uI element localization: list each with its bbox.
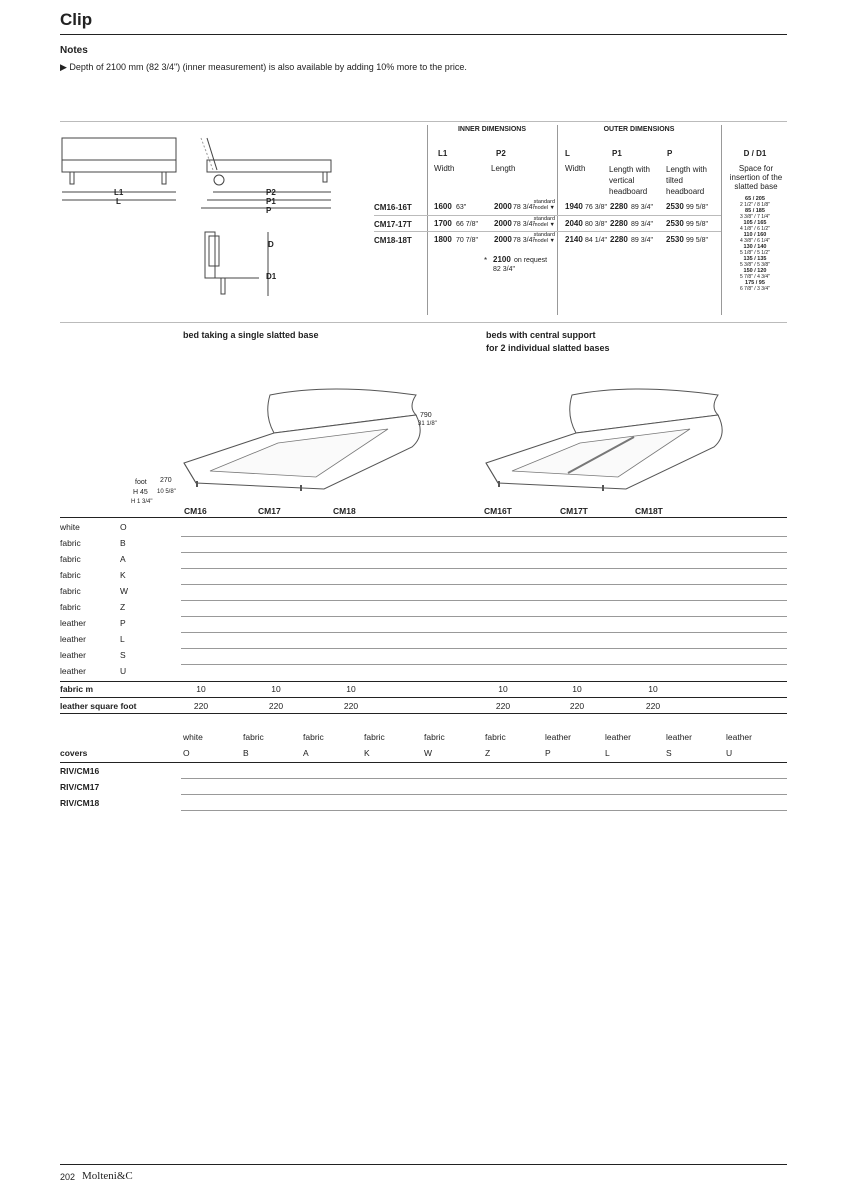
- cover-col-code: A: [303, 748, 309, 758]
- row-l1-in: 66 7/8": [456, 221, 478, 228]
- price-row-label: fabric: [60, 538, 81, 548]
- cover-col-label: white: [183, 732, 203, 742]
- d-value-mm: 130 / 140: [743, 244, 767, 250]
- row-l1: 1600: [434, 202, 452, 211]
- col-l-code: L: [565, 149, 570, 158]
- d-value-mm: 105 / 165: [743, 220, 767, 226]
- col-p2-label: Length: [491, 164, 516, 173]
- price-row-label: fabric: [60, 602, 81, 612]
- price-row-line: [181, 568, 787, 569]
- model-cm18: CM18: [333, 506, 356, 516]
- row-p: 2530: [666, 202, 684, 211]
- fabric-m-value: 10: [572, 684, 582, 694]
- row-p2-in: 78 3/4": [513, 221, 535, 228]
- cover-col-code: L: [605, 748, 610, 758]
- row-l: 2140: [565, 235, 583, 244]
- price-row-label: fabric: [60, 570, 81, 580]
- leather-value: 220: [193, 701, 209, 711]
- col-p2-code: P2: [496, 149, 506, 158]
- height-value: 790: [420, 412, 432, 419]
- cover-col-label: fabric: [424, 732, 445, 742]
- price-row-label: leather: [60, 634, 86, 644]
- cover-col-label: fabric: [364, 732, 385, 742]
- col-d-code: D / D1: [743, 149, 767, 158]
- price-row-label: fabric: [60, 586, 81, 596]
- cover-col-label: fabric: [243, 732, 264, 742]
- row-p1-in: 89 3/4": [631, 221, 653, 228]
- price-row-code: A: [120, 554, 126, 564]
- leather-label: leather square foot: [60, 701, 137, 711]
- row-l1: 1800: [434, 235, 452, 244]
- d-value-in: 5 1/8" / 5 1/2": [740, 250, 770, 256]
- row-p2: 2000: [494, 235, 512, 244]
- on-request-star: *: [484, 256, 488, 265]
- col-p1-label: Length with vertical headboard: [609, 165, 650, 196]
- brand-name: Molteni&C: [82, 1170, 133, 1182]
- price-row-code: U: [120, 666, 127, 676]
- fabric-m-value: 10: [196, 684, 206, 694]
- row-l1-in: 70 7/8": [456, 237, 478, 244]
- row-p1: 2280: [610, 202, 628, 211]
- col-p-code: P: [667, 149, 673, 158]
- label-p1: P1: [266, 197, 276, 206]
- price-row-label: leather: [60, 618, 86, 628]
- notes-text: ▶ Depth of 2100 mm (82 3/4") (inner measurement) is also available by adding 10% more to the price.: [60, 62, 467, 72]
- label-l: L: [116, 197, 121, 206]
- price-row-label: leather: [60, 666, 86, 676]
- row-std: standard model ▼: [533, 232, 555, 244]
- price-row-label: fabric: [60, 554, 81, 564]
- price-row-line: [181, 584, 787, 585]
- on-request-label: on request: [514, 257, 548, 264]
- fabric-m-rule: [60, 681, 787, 682]
- d-value-in: 5 7/8" / 4 3/4": [740, 274, 770, 280]
- on-request-inches: 82 3/4": [493, 266, 515, 273]
- d-value-in: 2 1/2" / 8 1/8": [740, 202, 770, 208]
- price-row-line: [181, 552, 787, 553]
- cover-col-code: O: [183, 748, 190, 758]
- foot-h1: H 1 3/4": [131, 499, 153, 505]
- row-p2: 2000: [494, 202, 512, 211]
- d-value-in: 3 3/8" / 7 1/4": [740, 214, 770, 220]
- dims-divider-1: [427, 125, 428, 315]
- price-row-label: white: [60, 522, 80, 532]
- price-row-code: Z: [120, 602, 126, 612]
- price-row-code: S: [120, 650, 126, 660]
- inner-dim-heading: INNER DIMENSIONS: [457, 126, 527, 133]
- label-p: P: [266, 206, 272, 215]
- price-row-line: [181, 648, 787, 649]
- d-value-mm: 150 / 120: [743, 268, 767, 274]
- row-p2: 2000: [494, 219, 512, 228]
- row-l-in: 84 1/4": [585, 237, 607, 244]
- fabric-m-value: 10: [271, 684, 281, 694]
- page-number: 202: [60, 1172, 76, 1182]
- right-caption-2: for 2 individual slatted bases: [486, 343, 610, 353]
- dims-bottom-rule: [60, 322, 787, 323]
- fabric-m-value: 10: [346, 684, 356, 694]
- header-rule: [60, 34, 787, 35]
- price-row-code: O: [120, 522, 127, 532]
- cover-col-label: leather: [545, 732, 571, 742]
- outer-dim-heading: OUTER DIMENSIONS: [603, 126, 675, 133]
- col-l1-code: L1: [438, 149, 448, 158]
- col-p-label: Length with tilted headboard: [666, 165, 707, 196]
- price-row-code: L: [120, 634, 125, 644]
- cover-col-code: P: [545, 748, 551, 758]
- price-row-label: leather: [60, 650, 86, 660]
- dims-divider-2: [557, 125, 558, 315]
- cover-col-label: fabric: [485, 732, 506, 742]
- d-value-in: 5 3/8" / 5 3/8": [740, 262, 770, 268]
- cover-row-line: [181, 794, 787, 795]
- leather-value: 220: [495, 701, 511, 711]
- leather-rule: [60, 697, 787, 698]
- leather-value: 220: [645, 701, 661, 711]
- row-model: CM18-18T: [374, 236, 412, 245]
- cover-col-label: leather: [605, 732, 631, 742]
- cover-row-label: RIV/CM18: [60, 798, 100, 808]
- col-p1-code: P1: [612, 149, 622, 158]
- row-std: standard model ▼: [533, 216, 555, 228]
- model-cm18t: CM18T: [635, 506, 663, 516]
- price-row-code: B: [120, 538, 126, 548]
- leather-value: 220: [343, 701, 359, 711]
- cover-row-label: RIV/CM17: [60, 782, 100, 792]
- right-caption-1: beds with central support: [486, 330, 596, 340]
- row-p: 2530: [666, 235, 684, 244]
- price-row-line: [181, 664, 787, 665]
- leather-value: 220: [268, 701, 284, 711]
- leather-bottom-rule: [60, 713, 787, 714]
- row-p: 2530: [666, 219, 684, 228]
- foot-label: foot: [135, 479, 147, 486]
- model-cm16t: CM16T: [484, 506, 512, 516]
- col-l1-label: Width: [434, 164, 455, 173]
- cover-col-code: B: [243, 748, 249, 758]
- d-values-list: [722, 196, 788, 292]
- cover-col-label: leather: [666, 732, 692, 742]
- foot-h45: H 45: [133, 489, 148, 496]
- row-l-in: 80 3/8": [585, 221, 607, 228]
- row-model: CM17-17T: [374, 220, 412, 229]
- fabric-m-value: 10: [498, 684, 508, 694]
- cover-col-code: S: [666, 748, 672, 758]
- cover-col-code: Z: [485, 748, 491, 758]
- cover-row-label: RIV/CM16: [60, 766, 100, 776]
- price-row-line: [181, 600, 787, 601]
- fabric-m-value: 10: [648, 684, 658, 694]
- price-row-line: [181, 632, 787, 633]
- bed-twin-illustration: [482, 385, 742, 500]
- bed-single-illustration: [180, 385, 440, 500]
- price-row-line: [181, 536, 787, 537]
- price-row-code: W: [120, 586, 129, 596]
- cover-col-label: fabric: [303, 732, 324, 742]
- covers-heading: covers: [60, 748, 88, 758]
- row-l: 1940: [565, 202, 583, 211]
- row-p2-in: 78 3/4": [513, 204, 535, 211]
- row-p2-in: 78 3/4": [513, 237, 535, 244]
- label-p2: P2: [266, 188, 276, 197]
- label-d1: D1: [266, 272, 277, 281]
- d-value-mm: 65 / 205: [745, 196, 765, 202]
- row-p-in: 99 5/8": [686, 221, 708, 228]
- label-d: D: [268, 240, 274, 249]
- on-request-value: 2100: [493, 255, 511, 264]
- model-cm17: CM17: [258, 506, 281, 516]
- price-row-line: [181, 616, 787, 617]
- cover-row-line: [181, 810, 787, 811]
- cover-col-label: leather: [726, 732, 752, 742]
- page-title: Clip: [60, 10, 93, 29]
- model-cm16: CM16: [184, 506, 207, 516]
- row-p-in: 99 5/8": [686, 237, 708, 244]
- cover-col-code: W: [424, 748, 433, 758]
- footer-rule: [60, 1164, 787, 1165]
- dims-top-rule: [60, 121, 787, 122]
- covers-top-rule: [60, 762, 787, 763]
- row-model: CM16-16T: [374, 203, 412, 212]
- row-std: standard model ▼: [533, 199, 555, 211]
- price-table-top-rule: [60, 517, 787, 518]
- row-p1-in: 89 3/4": [631, 204, 653, 211]
- row-l1-in: 63": [456, 204, 467, 211]
- foot-value: 270: [160, 477, 172, 484]
- col-l-label: Width: [565, 164, 586, 173]
- leather-value: 220: [569, 701, 585, 711]
- notes-heading: Notes: [60, 45, 88, 56]
- row-p1: 2280: [610, 235, 628, 244]
- d-value-in: 4 1/8" / 6 1/2": [740, 226, 770, 232]
- d-value-in: 4 3/8" / 6 1/4": [740, 238, 770, 244]
- left-caption: bed taking a single slatted base: [183, 330, 319, 340]
- row-l: 2040: [565, 219, 583, 228]
- cover-col-code: K: [364, 748, 370, 758]
- row-l-in: 76 3/8": [585, 204, 607, 211]
- d-value-mm: 85 / 185: [745, 208, 765, 214]
- row-p-in: 99 5/8": [686, 204, 708, 211]
- d-value-mm: 110 / 160: [743, 232, 767, 238]
- price-row-code: K: [120, 570, 126, 580]
- price-row-code: P: [120, 618, 126, 628]
- fabric-m-label: fabric m: [60, 684, 94, 694]
- cover-row-line: [181, 778, 787, 779]
- label-l1: L1: [114, 188, 124, 197]
- cover-col-code: U: [726, 748, 733, 758]
- height-inches: 31 1/8": [418, 421, 437, 427]
- d-value-mm: 175 / 95: [745, 280, 765, 286]
- row-p1: 2280: [610, 219, 628, 228]
- d-value-in: 6 7/8" / 3 3/4": [740, 286, 770, 292]
- bed-side-drawing: [60, 130, 190, 210]
- model-cm17t: CM17T: [560, 506, 588, 516]
- foot-inches: 10 5/8": [157, 489, 176, 495]
- d-value-mm: 135 / 135: [743, 256, 767, 262]
- row-l1: 1700: [434, 219, 452, 228]
- row-p1-in: 89 3/4": [631, 237, 653, 244]
- col-d-label: Space for insertion of the slatted base: [729, 164, 783, 191]
